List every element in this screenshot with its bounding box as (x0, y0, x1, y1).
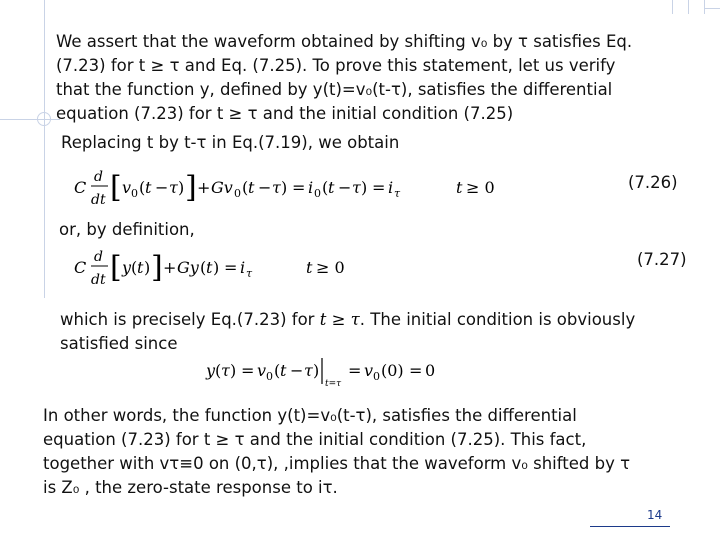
svg-text:d: d (94, 249, 103, 265)
svg-text:Gy: Gy (177, 258, 199, 277)
svg-text:τ: τ (304, 361, 313, 380)
corner-grid (672, 0, 673, 14)
svg-text:i: i (388, 178, 394, 197)
svg-text:0: 0 (314, 187, 321, 200)
svg-text:0: 0 (425, 361, 436, 380)
text-line: (7.23) for t ≥ τ and Eq. (7.25). To prove this statement, let us verify (56, 56, 616, 75)
svg-text:=: = (241, 361, 255, 380)
svg-text:t=τ: t=τ (325, 379, 342, 389)
svg-text:τ: τ (272, 178, 281, 197)
svg-text:0: 0 (373, 370, 380, 383)
svg-text:): ) (361, 178, 368, 197)
svg-text:): ) (281, 178, 288, 197)
svg-text:τ: τ (394, 187, 401, 200)
svg-text:d: d (94, 169, 103, 185)
svg-text:]: ] (185, 170, 197, 205)
svg-text:dt: dt (91, 192, 106, 208)
text-line: which is precisely Eq.(7.23) for t ≥ τ. The initial condition is obviously (60, 310, 636, 329)
svg-text:t: t (145, 178, 152, 197)
svg-text:τ: τ (169, 178, 178, 197)
svg-text:): ) (213, 258, 220, 277)
svg-text:τ: τ (352, 178, 361, 197)
equation-7-26-render (70, 162, 510, 212)
svg-text:(: ( (215, 361, 222, 380)
svg-text:y: y (122, 258, 132, 277)
svg-text:−: − (338, 178, 352, 197)
svg-text:(: ( (200, 258, 207, 277)
text-line: together with vτ≡0 on (0,τ), ,implies that the waveform v₀ shifted by τ (43, 454, 631, 473)
svg-text:t: t (328, 178, 335, 197)
svg-text:−: − (155, 178, 169, 197)
by-definition-text: or, by definition, (59, 220, 195, 239)
svg-text:0: 0 (131, 187, 138, 200)
svg-text:Gv: Gv (211, 178, 233, 197)
equation-7-27-render (70, 243, 370, 293)
svg-text:≥ 0: ≥ 0 (466, 178, 495, 197)
equation-number-7-26: (7.26) (628, 173, 678, 192)
svg-text:(: ( (322, 178, 329, 197)
initial-condition-render (200, 352, 500, 392)
svg-text:(: ( (139, 178, 146, 197)
svg-text:t: t (137, 258, 144, 277)
frame-circle (37, 112, 51, 126)
svg-text:): ) (144, 258, 151, 277)
svg-text:i: i (240, 258, 246, 277)
conclusion-paragraph (43, 404, 703, 500)
svg-text:[: [ (110, 170, 122, 205)
svg-text:0: 0 (234, 187, 241, 200)
svg-text:[: [ (110, 250, 122, 285)
equation-7-27 (70, 243, 370, 293)
svg-text:+: + (197, 178, 211, 197)
svg-text:0: 0 (266, 370, 273, 383)
text-line: satisfied since (60, 334, 178, 353)
svg-text:=: = (372, 178, 386, 197)
svg-text:=: = (292, 178, 306, 197)
svg-text:]: ] (151, 250, 163, 285)
text-line: equation (7.23) for t ≥ τ and the initial condition (7.25) (56, 104, 514, 123)
svg-text:=: = (224, 258, 238, 277)
svg-text:τ: τ (246, 267, 253, 280)
text-line: that the function y, defined by y(t)=v₀(t-τ), satisfies the differential (56, 80, 613, 99)
svg-text:dt: dt (91, 272, 106, 288)
svg-text:(: ( (274, 361, 281, 380)
replacing-text: Replacing t by t-τ in Eq.(7.19), we obtain (61, 133, 400, 152)
equation-7-26 (70, 162, 510, 212)
svg-text:): ) (178, 178, 185, 197)
svg-text:C: C (74, 178, 87, 197)
page-number: 14 (647, 508, 663, 522)
page-number-underline (590, 526, 670, 527)
intro-paragraph (56, 30, 706, 126)
precisely-paragraph (60, 308, 700, 356)
svg-text:=: = (409, 361, 423, 380)
svg-text:): ) (230, 361, 237, 380)
svg-text:−: − (258, 178, 272, 197)
text-line: is Z₀ , the zero-state response to iτ. (43, 478, 338, 497)
svg-text:=: = (348, 361, 362, 380)
frame-line-vertical (44, 0, 45, 298)
svg-text:y: y (206, 361, 216, 380)
svg-text:): ) (313, 361, 320, 380)
initial-condition-equation (200, 352, 500, 392)
svg-text:t: t (456, 178, 463, 197)
svg-text:t: t (306, 258, 313, 277)
text-line: In other words, the function y(t)=v₀(t-τ), satisfies the differential (43, 406, 577, 425)
svg-text:−: − (290, 361, 304, 380)
svg-text:(0): (0) (381, 361, 404, 380)
svg-text:v: v (257, 361, 267, 380)
svg-text:+: + (163, 258, 177, 277)
svg-text:t: t (280, 361, 287, 380)
svg-text:C: C (74, 258, 87, 277)
svg-text:(: ( (242, 178, 249, 197)
svg-text:t: t (248, 178, 255, 197)
svg-text:v: v (122, 178, 132, 197)
text-line: equation (7.23) for t ≥ τ and the initial condition (7.25). This fact, (43, 430, 587, 449)
svg-text:t: t (206, 258, 213, 277)
svg-text:≥ 0: ≥ 0 (316, 258, 345, 277)
frame-line-horizontal (0, 119, 60, 120)
inline-math: t ≥ τ (319, 310, 360, 329)
text-line: We assert that the waveform obtained by shifting v₀ by τ satisfies Eq. (56, 32, 633, 51)
svg-text:v: v (364, 361, 374, 380)
svg-text:(: ( (131, 258, 138, 277)
svg-text:τ: τ (221, 361, 230, 380)
equation-number-7-27: (7.27) (637, 250, 687, 269)
svg-text:i: i (308, 178, 314, 197)
